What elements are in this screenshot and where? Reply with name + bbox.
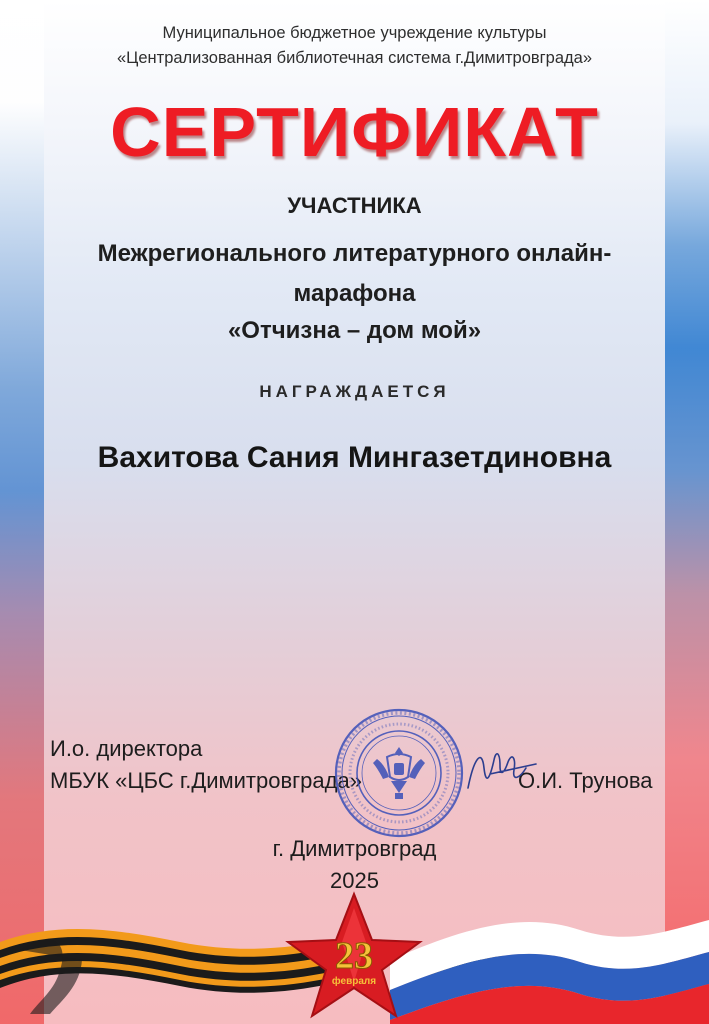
recipient-name: Вахитова Сания Мингазетдиновна	[97, 441, 612, 474]
event-name-line-3: «Отчизна – дом мой»	[227, 317, 482, 344]
event-name-line-2: марафона	[293, 280, 416, 307]
city: г. Димитровград	[272, 836, 437, 861]
bottom-decoration	[0, 890, 709, 1024]
certificate-body	[44, 0, 665, 1024]
signer-role-line-2: МБУК «ЦБС г.Димитровграда»	[50, 768, 362, 793]
signer-name: О.И. Трунова	[518, 768, 653, 793]
organization-line-1: Муниципальное бюджетное учреждение культуры	[162, 24, 547, 42]
badge-text: февраля	[331, 976, 377, 987]
organization-line-2: «Централизованная библиотечная система г.Димитровграда»	[116, 49, 593, 67]
awarded-label: НАГРАЖДАЕТСЯ	[259, 382, 450, 401]
certificate-title: СЕРТИФИКАТ	[110, 93, 599, 171]
badge-number: 23	[335, 935, 373, 977]
year: 2025	[330, 868, 379, 893]
signature-icon	[460, 738, 540, 798]
russian-flag-ribbon-icon	[390, 920, 709, 1024]
event-name-line-1: Межрегионального литературного онлайн-	[97, 240, 612, 267]
certificate-subtitle: УЧАСТНИКА	[287, 193, 422, 218]
signer-role-line-1: И.о. директора	[50, 736, 203, 761]
official-stamp-icon	[333, 707, 465, 839]
